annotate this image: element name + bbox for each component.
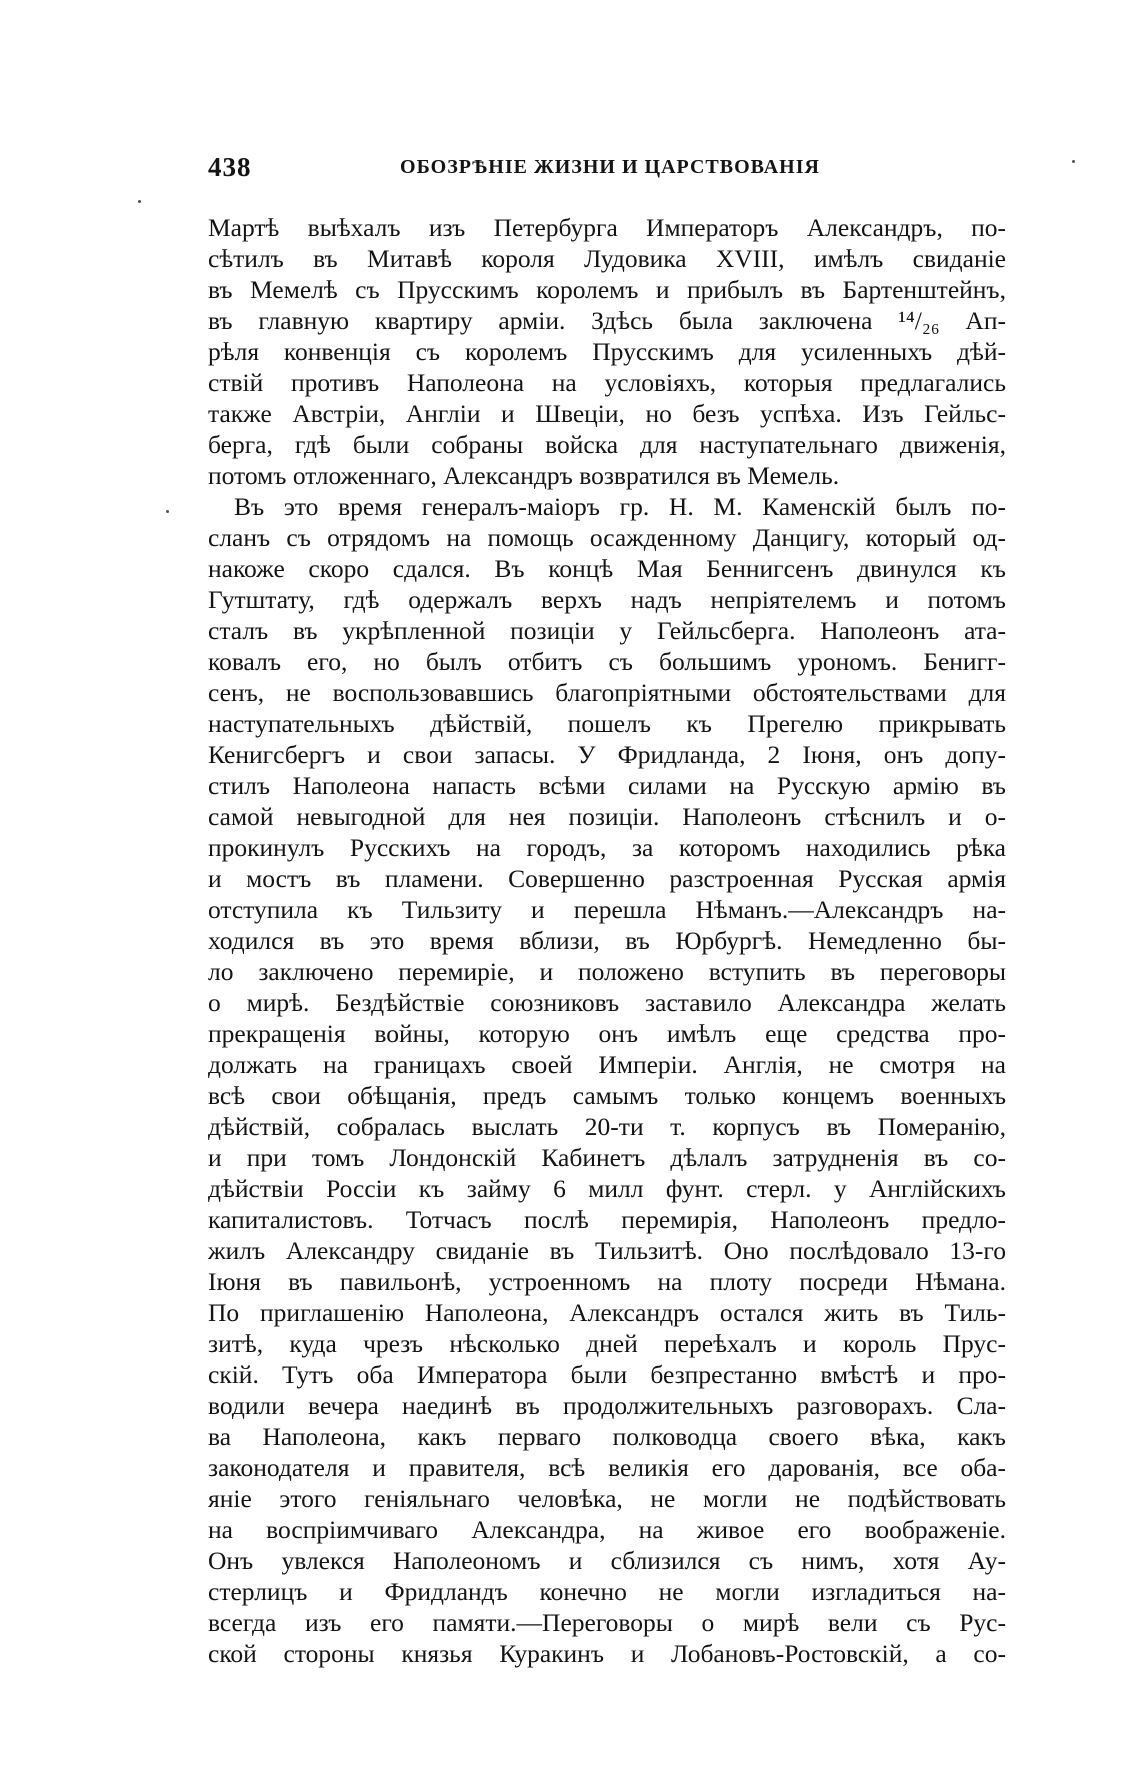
text-line: скій. Тутъ оба Императора были безпрестанно вмѣстѣ и про- <box>208 1360 1006 1389</box>
text-line: въ главную квартиру арміи. Здѣсь была заключена ¹⁴/₂₆ Ап- <box>208 306 1006 335</box>
text-line: ходился въ это время вблизи, въ Юрбургѣ. Немедленно бы- <box>208 926 1006 955</box>
body-text <box>208 212 1006 1669</box>
text-line: Гутштату, гдѣ одержалъ верхъ надъ непріятелемъ и потомъ <box>208 585 1006 614</box>
text-line: стерлицъ и Фридландъ конечно не могли изгладиться на- <box>208 1577 1006 1606</box>
text-line: должать на границахъ своей Имперіи. Англія, не смотря на <box>208 1050 1006 1079</box>
text-line: всѣ свои обѣщанія, предъ самымъ только концемъ военныхъ <box>208 1081 1006 1110</box>
text-line: всегда изъ его памяти.—Переговоры о мирѣ вели съ Рус- <box>208 1608 1006 1637</box>
text-line: потомъ отложеннаго, Александръ возвратился въ Мемель. <box>208 461 840 490</box>
text-line: сенъ, не воспользовавшись благопріятными обстоятельствами для <box>208 678 1006 707</box>
text-line: наступательныхъ дѣйствій, пошелъ къ Прегелю прикрывать <box>208 709 1006 738</box>
text-line: въ Мемелѣ съ Прусскимъ королемъ и прибылъ въ Бартенштейнъ, <box>208 275 1006 304</box>
text-line: сѣтилъ въ Митавѣ короля Лудовика XVIII, имѣлъ свиданіе <box>208 244 1006 273</box>
text-line: ской стороны князья Куракинъ и Лобановъ-Ростовскій, а со- <box>208 1639 1006 1668</box>
text-line: прекращенія войны, которую онъ имѣлъ еще средства про- <box>208 1019 1006 1048</box>
text-line: и при томъ Лондонскій Кабинетъ дѣлалъ затрудненія въ со- <box>208 1143 1006 1172</box>
text-line: берга, гдѣ были собраны войска для наступательнаго движенія, <box>208 430 1006 459</box>
text-line: сталъ въ укрѣпленной позиціи у Гейльсберга. Наполеонъ ата- <box>208 616 1006 645</box>
text-line: дѣйствіи Россіи къ займу 6 милл фунт. стерл. у Англійскихъ <box>208 1174 1006 1203</box>
text-line: Мартѣ выѣхалъ изъ Петербурга Императоръ Александръ, по- <box>208 213 1006 242</box>
text-line: дѣйствій, собралась выслать 20-ти т. корпусъ въ Померанію, <box>208 1112 1006 1141</box>
text-line: яніе этого геніяльнаго человѣка, не могли не подѣйствовать <box>208 1484 1006 1513</box>
text-line: самой невыгодной для нея позиціи. Наполеонъ стѣснилъ и о- <box>208 802 1006 831</box>
print-speck <box>1072 160 1075 163</box>
running-head <box>208 152 1012 182</box>
text-line: ва Наполеона, какъ перваго полководца своего вѣка, какъ <box>208 1422 1006 1451</box>
text-line: сланъ съ отрядомъ на помощь осажденному Данцигу, который од- <box>208 523 1006 552</box>
text-line: накоже скоро сдался. Въ концѣ Мая Беннигсенъ двинулся къ <box>208 554 1006 583</box>
text-line: капиталистовъ. Тотчасъ послѣ перемирія, Наполеонъ предло- <box>208 1205 1006 1234</box>
print-speck <box>138 200 141 203</box>
text-line: Онъ увлекся Наполеономъ и сблизился съ нимъ, хотя Ау- <box>208 1546 1006 1575</box>
text-line: жилъ Александру свиданіе въ Тильзитѣ. Оно послѣдовало 13-го <box>208 1236 1006 1265</box>
text-line: о мирѣ. Бездѣйствіе союзниковъ заставило Александра желать <box>208 988 1006 1017</box>
text-line: и мостъ въ пламени. Совершенно разстроенная Русская армія <box>208 864 1006 893</box>
text-line: зитѣ, куда чрезъ нѣсколько дней переѣхалъ и король Прус- <box>208 1329 1006 1358</box>
text-line: Кенигсбергъ и свои запасы. У Фридланда, 2 Іюня, онъ допу- <box>208 740 1006 769</box>
text-line: ло заключено перемиріе, и положено вступить въ переговоры <box>208 957 1006 986</box>
page-number: 438 <box>208 152 252 182</box>
running-title: ОБОЗРѢНІЕ ЖИЗНИ И ЦАРСТВОВАНІЯ <box>400 156 820 178</box>
text-line: рѣля конвенція съ королемъ Прусскимъ для усиленныхъ дѣй- <box>208 337 1006 366</box>
text-line: водили вечера наединѣ въ продолжительныхъ разговорахъ. Сла- <box>208 1391 1006 1420</box>
text-line: ствій противъ Наполеона на условіяхъ, которыя предлагались <box>208 368 1006 397</box>
text-line: По приглашенію Наполеона, Александръ остался жить въ Тиль- <box>208 1298 1006 1327</box>
text-line: Іюня въ павильонѣ, устроенномъ на плоту посреди Нѣмана. <box>208 1267 1006 1296</box>
text-line: отступила къ Тильзиту и перешла Нѣманъ.—Александръ на- <box>208 895 1006 924</box>
print-speck <box>166 510 169 513</box>
text-line: на воспріимчиваго Александра, на живое его воображеніе. <box>208 1515 1006 1544</box>
text-line: прокинулъ Русскихъ на городъ, за которомъ находились рѣка <box>208 833 1006 862</box>
text-line: законодателя и правителя, всѣ великія его дарованія, все оба- <box>208 1453 1006 1482</box>
text-line: также Австріи, Англіи и Швеціи, но безъ успѣха. Изъ Гейльс- <box>208 399 1006 428</box>
text-line: Въ это время генералъ-маіоръ гр. Н. М. Каменскій былъ по- <box>234 492 1006 521</box>
text-line: стилъ Наполеона напасть всѣми силами на Русскую армію въ <box>208 771 1006 800</box>
text-line: ковалъ его, но былъ отбитъ съ большимъ урономъ. Бенигг- <box>208 647 1006 676</box>
